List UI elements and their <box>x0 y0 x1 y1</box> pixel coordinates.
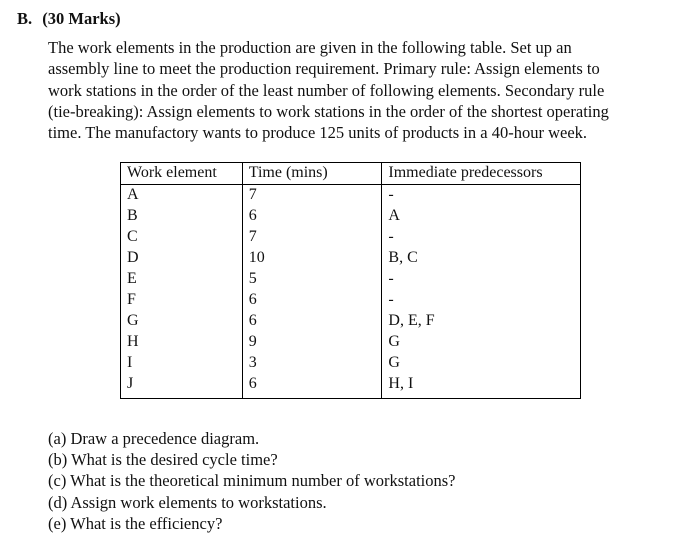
time-cell: 3 <box>242 353 382 374</box>
section-marks: (30 Marks) <box>42 9 121 28</box>
work-element-cell: G <box>121 311 243 332</box>
question-item: (e) What is the efficiency? <box>48 513 223 533</box>
table-row <box>121 206 581 227</box>
column-header-time: Time (mins) <box>242 163 382 185</box>
question-list <box>48 428 456 534</box>
table-row <box>121 248 581 269</box>
time-cell: 6 <box>242 290 382 311</box>
problem-line: work stations in the order of the least number of following elements. Secondary rule <box>48 80 605 100</box>
problem-line: The work elements in the production are given in the following table. Set up an <box>48 38 572 57</box>
time-cell: 6 <box>242 206 382 227</box>
table-row <box>121 353 581 374</box>
work-element-cell: I <box>121 353 243 374</box>
predecessors-cell: - <box>382 290 581 311</box>
table-row <box>121 311 581 332</box>
work-element-cell: F <box>121 290 243 311</box>
predecessors-cell: - <box>382 227 581 248</box>
work-element-cell: B <box>121 206 243 227</box>
predecessors-cell: G <box>382 353 581 374</box>
predecessors-cell: H, I <box>382 374 581 399</box>
time-cell: 6 <box>242 374 382 399</box>
table-row <box>121 374 581 399</box>
table-row <box>121 227 581 248</box>
section-label: B. <box>17 9 33 28</box>
question-item: (b) What is the desired cycle time? <box>48 450 278 470</box>
work-element-cell: H <box>121 332 243 353</box>
column-header-predecessors: Immediate predecessors <box>382 163 581 185</box>
work-elements-table <box>120 162 581 399</box>
work-element-cell: J <box>121 374 243 399</box>
table-row <box>121 269 581 290</box>
section-heading <box>17 8 121 29</box>
time-cell: 5 <box>242 269 382 290</box>
predecessors-cell: - <box>382 185 581 207</box>
time-cell: 7 <box>242 185 382 207</box>
predecessors-cell: B, C <box>382 248 581 269</box>
question-item: (a) Draw a precedence diagram. <box>48 429 260 448</box>
problem-statement <box>48 37 688 143</box>
table-header-row <box>121 163 581 185</box>
problem-line: time. The manufactory wants to produce 125 units of products in a 40-hour week. <box>48 123 588 143</box>
predecessors-cell: A <box>382 206 581 227</box>
question-item: (c) What is the theoretical minimum number of workstations? <box>48 471 456 491</box>
table-row <box>121 290 581 311</box>
work-element-cell: E <box>121 269 243 290</box>
table-row <box>121 185 581 207</box>
table-row <box>121 332 581 353</box>
work-element-cell: D <box>121 248 243 269</box>
time-cell: 7 <box>242 227 382 248</box>
time-cell: 9 <box>242 332 382 353</box>
predecessors-cell: G <box>382 332 581 353</box>
predecessors-cell: - <box>382 269 581 290</box>
problem-line: assembly line to meet the production requirement. Primary rule: Assign elements to <box>48 59 600 79</box>
time-cell: 6 <box>242 311 382 332</box>
time-cell: 10 <box>242 248 382 269</box>
predecessors-cell: D, E, F <box>382 311 581 332</box>
work-element-cell: A <box>121 185 243 207</box>
column-header-work-element: Work element <box>121 163 243 185</box>
question-item: (d) Assign work elements to workstations. <box>48 492 327 512</box>
problem-line: (tie-breaking): Assign elements to work stations in the order of the shortest operating <box>48 101 609 121</box>
work-element-cell: C <box>121 227 243 248</box>
